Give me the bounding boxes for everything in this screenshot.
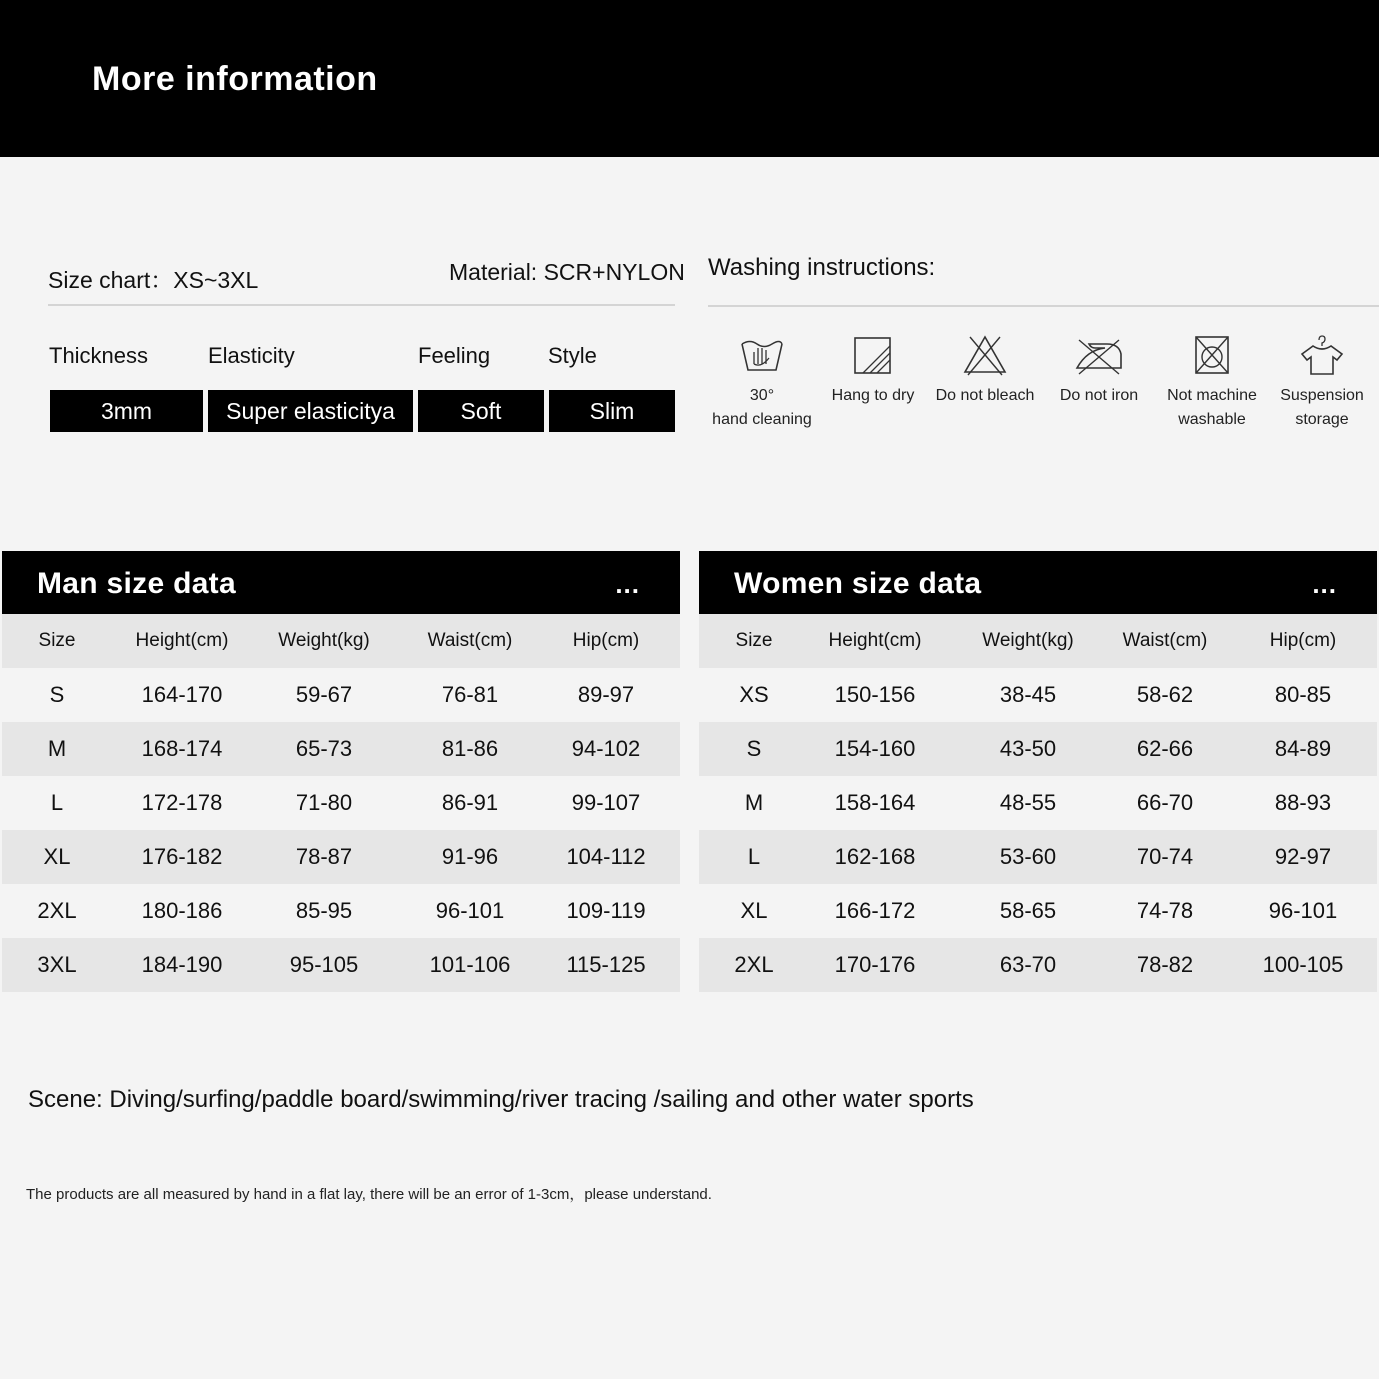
table-cell: 101-106 [429,952,511,977]
table-cell: 58-65 [999,898,1057,923]
hand-wash-icon [739,334,785,376]
table-cell: 38-45 [999,682,1057,707]
table-row [2,938,680,992]
table-row [699,722,1377,776]
table-cell: 2XL [734,952,774,977]
table-cell: 109-119 [566,898,646,923]
hand-cleaning-label: 30° hand cleaning [712,387,812,428]
table-cell: 88-93 [1274,790,1332,815]
table-cell: 58-62 [1136,682,1194,707]
column-header: Hip(cm) [572,630,640,651]
feeling-value [418,390,544,432]
table-cell: 85-95 [295,898,353,923]
column-header: Waist(cm) [427,630,513,651]
no-machine-wash-icon [1191,334,1233,376]
women-table-title: Women size data [734,567,982,600]
table-cell: 53-60 [999,844,1057,869]
thickness-label: Thickness [49,343,149,368]
table-cell: L [50,790,64,815]
table-cell: 154-160 [834,736,916,761]
wash-item-hang-dry [813,334,933,408]
column-header: Weight(kg) [278,630,370,651]
divider-left [48,304,675,306]
table-cell: 172-178 [141,790,223,815]
header-banner [0,0,1379,157]
table-row [699,884,1377,938]
table-cell: 92-97 [1274,844,1332,869]
table-cell: 96-101 [435,898,505,923]
wash-item-no-bleach [925,334,1045,408]
table-cell: S [49,682,65,707]
table-cell: 62-66 [1136,736,1194,761]
wash-item-no-iron [1039,334,1159,408]
table-cell: 89-97 [577,682,635,707]
table-cell: 94-102 [571,736,641,761]
column-header: Waist(cm) [1122,630,1208,651]
table-cell: 65-73 [295,736,353,761]
no-machine-wash-label: Not machine washable [1167,387,1257,428]
more-icon: ... [1312,569,1337,599]
table-cell: 3XL [37,952,77,977]
style-value [549,390,675,432]
measurement-note: The products are all measured by hand in a flat lay, there will be an error of 1-3cm，please understand. [26,1186,712,1203]
column-header: Size [735,630,773,651]
table-cell: XS [739,682,769,707]
table-cell: 86-91 [441,790,499,815]
table-cell: 168-174 [141,736,223,761]
column-header: Weight(kg) [982,630,1074,651]
table-cell: 48-55 [999,790,1057,815]
style-value-text: Slim [589,397,635,424]
no-bleach-icon [962,334,1008,376]
wash-item-suspension-storage [1262,334,1379,432]
table-cell: 166-172 [834,898,916,923]
table-cell: 63-70 [999,952,1057,977]
feeling-label: Feeling [418,343,491,368]
table-cell: 158-164 [834,790,916,815]
table-row [699,668,1377,722]
table-cell: M [47,736,67,761]
suspension-storage-label: Suspension storage [1280,387,1364,428]
table-cell: 95-105 [289,952,359,977]
column-header: Size [38,630,76,651]
table-cell: 84-89 [1274,736,1332,761]
table-cell: 81-86 [441,736,499,761]
more-icon: ... [615,569,640,599]
column-header: Height(cm) [135,630,229,651]
thickness-value-text: 3mm [100,397,153,424]
table-row [699,776,1377,830]
man-table-header [2,551,680,614]
table-cell: 76-81 [441,682,499,707]
hang-dry-label: Hang to dry [831,387,915,404]
feeling-value-text: Soft [460,397,502,424]
man-table-title: Man size data [37,567,236,600]
man-table-column-headers [2,614,680,668]
hang-dry-icon [852,334,894,376]
table-row [2,776,680,830]
elasticity-value-text: Super elasticitya [226,397,395,424]
table-cell: 184-190 [141,952,223,977]
table-cell: 78-87 [295,844,353,869]
no-iron-icon [1073,334,1125,376]
table-row [2,884,680,938]
scene-text: Scene: Diving/surfing/paddle board/swimming/river tracing /sailing and other water sports [28,1086,974,1113]
table-cell: S [746,736,762,761]
material-info: Material: SCR+NYLON [449,259,685,285]
table-cell: 162-168 [834,844,916,869]
page-title: More information [92,60,378,98]
column-header: Height(cm) [828,630,922,651]
table-cell: 150-156 [834,682,916,707]
table-row [699,938,1377,992]
table-cell: 91-96 [441,844,499,869]
no-iron-label: Do not iron [1059,387,1139,404]
table-cell: 170-176 [834,952,916,977]
table-cell: 2XL [37,898,77,923]
style-label: Style [548,343,597,368]
wash-item-hand-cleaning [702,334,822,432]
column-header: Hip(cm) [1269,630,1337,651]
table-cell: 59-67 [295,682,353,707]
table-cell: 74-78 [1136,898,1194,923]
table-cell: 70-74 [1136,844,1194,869]
elasticity-value [208,390,413,432]
table-cell: 99-107 [571,790,641,815]
table-cell: 164-170 [141,682,223,707]
table-cell: L [747,844,761,869]
table-cell: 66-70 [1136,790,1194,815]
hanger-storage-icon [1299,334,1345,376]
table-cell: 100-105 [1262,952,1344,977]
table-cell: 115-125 [566,952,646,977]
table-cell: 78-82 [1136,952,1194,977]
women-size-table [699,551,1377,992]
table-cell: 43-50 [999,736,1057,761]
table-row [2,830,680,884]
table-cell: XL [43,844,71,869]
no-bleach-label: Do not bleach [935,387,1035,404]
women-table-column-headers [699,614,1377,668]
elasticity-label: Elasticity [208,343,295,368]
table-cell: M [744,790,764,815]
table-cell: 80-85 [1274,682,1332,707]
table-cell: 180-186 [141,898,223,923]
table-cell: 176-182 [141,844,223,869]
table-cell: 71-80 [295,790,353,815]
table-row [2,668,680,722]
size-chart-range: Size chart：XS~3XL [48,267,259,293]
man-size-table [2,551,680,992]
wash-item-no-machine-wash [1152,334,1272,432]
women-table-header [699,551,1377,614]
table-cell: XL [740,898,768,923]
table-cell: 104-112 [566,844,646,869]
washing-instructions-title: Washing instructions: [708,254,936,281]
table-row [2,722,680,776]
table-cell: 96-101 [1268,898,1338,923]
thickness-value [50,390,203,432]
table-row [699,830,1377,884]
divider-right [708,305,1379,307]
